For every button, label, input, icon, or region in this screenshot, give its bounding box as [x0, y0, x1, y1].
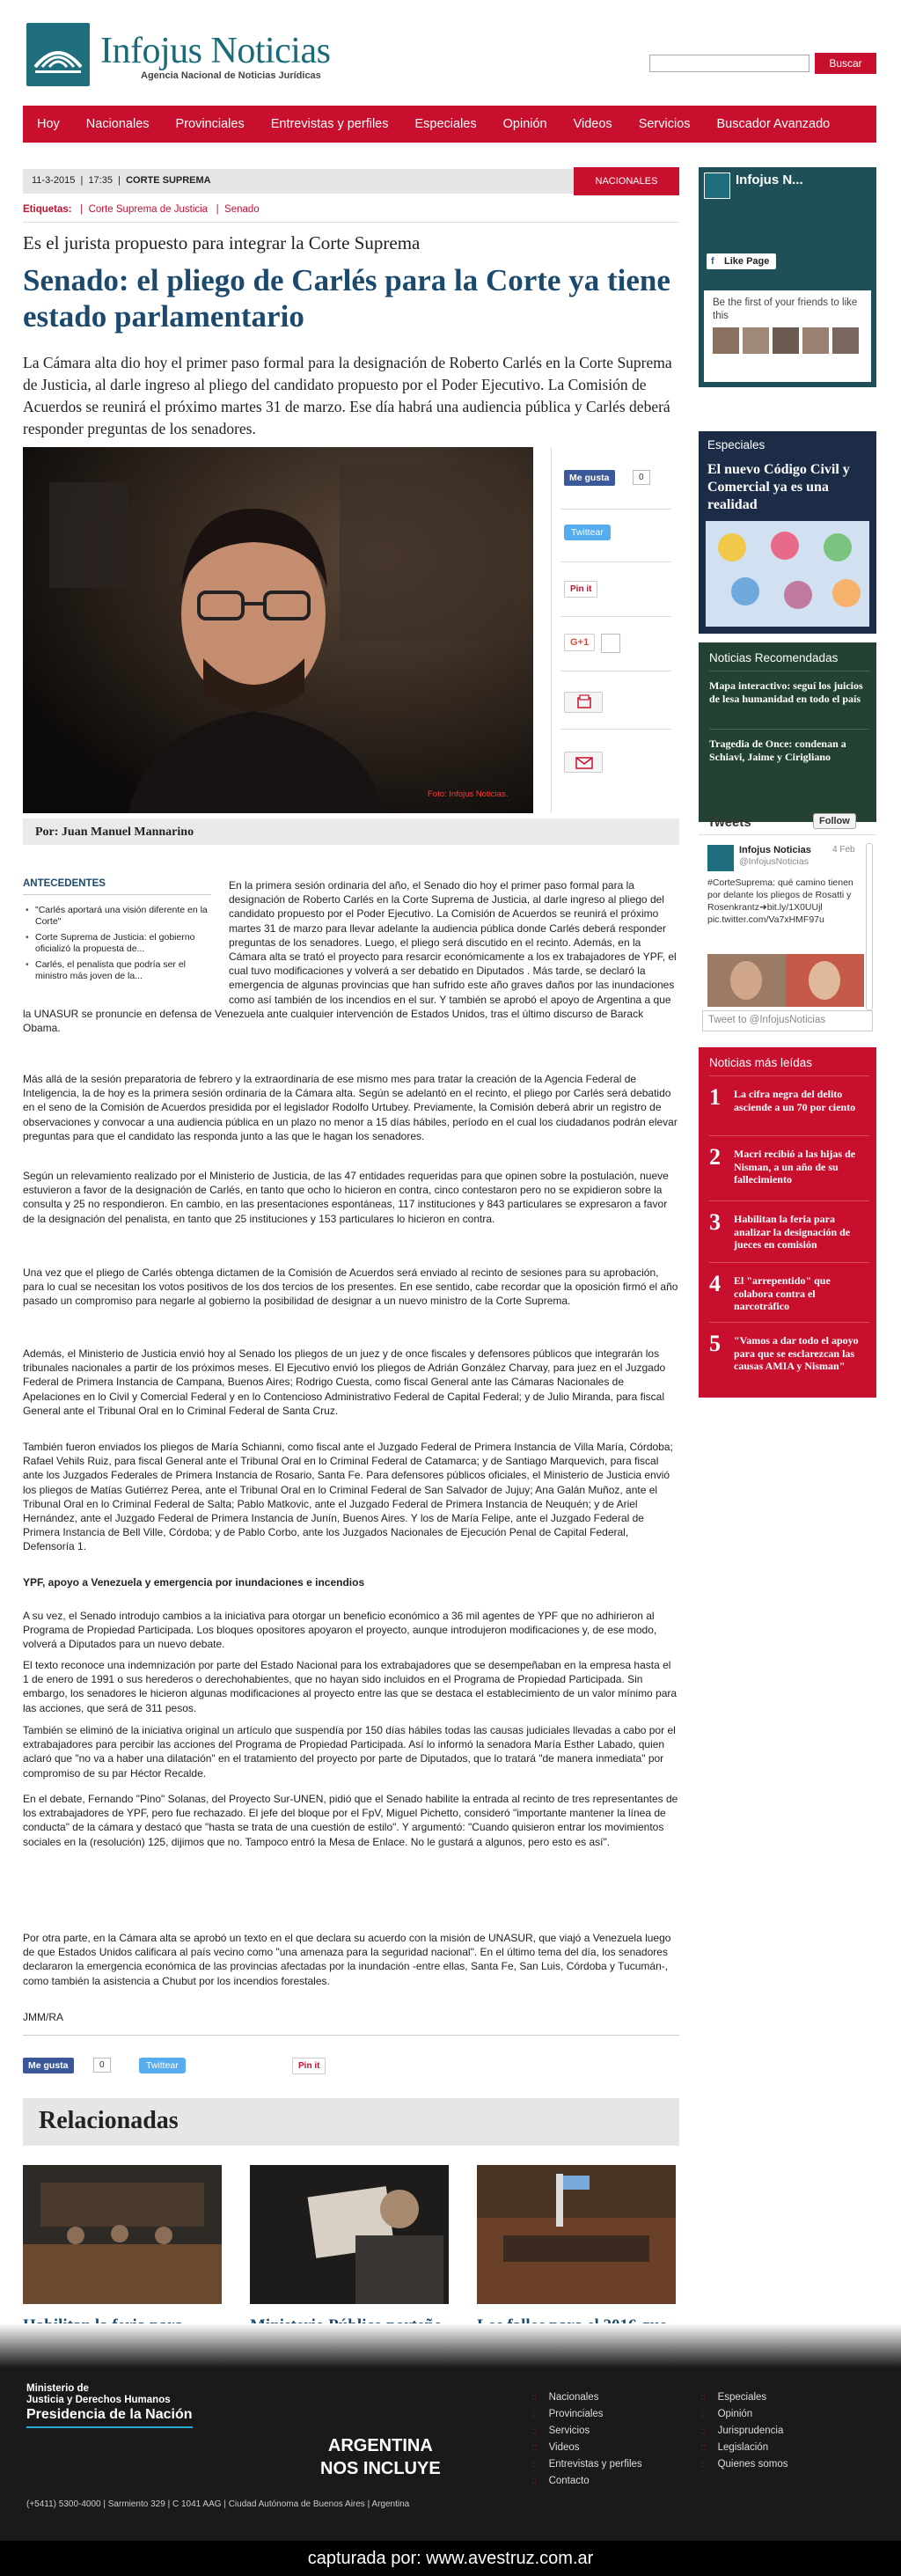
nav-item-nacionales[interactable]: Nacionales [85, 117, 150, 131]
ministry-line: Ministerio de [26, 2383, 89, 2394]
footer-link[interactable]: :: Quienes somos [700, 2459, 787, 2470]
tag-link[interactable]: Senado [224, 204, 260, 215]
tags-label: Etiquetas: [23, 204, 72, 215]
photo-credit: Foto: Infojus Noticias. [428, 789, 509, 799]
section-tab[interactable]: NACIONALES [574, 167, 679, 195]
divider [709, 729, 869, 730]
recommended-item[interactable]: Tragedia de Once: condenan a Schiavi, Jaime y Cirigliano [709, 738, 846, 763]
main-nav [23, 106, 876, 143]
divider [23, 222, 679, 223]
facebook-faces [713, 327, 859, 354]
divider [709, 1322, 869, 1323]
footer-address: (+5411) 5300-4000 | Sarmiento 329 | C 1041 AAG | Ciudad Autónoma de Buenos Aires | Argentina [26, 2499, 410, 2509]
recommended-widget [699, 642, 876, 822]
article-paragraph: Según un relevamiento realizado por el Ministerio de Justicia, de las 47 entidades requeridas para que opinen sobre la postulación, nueve estuvieron a favor de la designación de Carlés, en tanto que ocho lo hicieron en contra, cinco contestaron pero no se expidieron sobre la consulta y 25 no respondieron. En cambio, en las presentaciones espontáneas, 117 instituciones y 843 particulares se expresaron a favor de la designación del penalista, en tanto que 25 instituciones y 153 particulares lo hicieron en contra. [23, 1170, 669, 1225]
tag-link[interactable]: Corte Suprema de Justicia [88, 204, 209, 215]
antecedente-link[interactable]: • Corte Suprema de Justicia: el gobierno oficializó la propuesta de... [23, 932, 211, 955]
article-paragraph: Por otra parte, en la Cámara alta se aprobó un texto en el que declara su acuerdo con la misión de UNASUR, que viajó a Venezuela luego de que Estados Unidos calificara al país vecino como "una amenaza para la seguridad nacional". En el último tema del día, los senadores declararon la emergencia económica de las provincias afectadas por la inundación -entre ellas, Santa Fe, San Luis, Córdoba y Tucumán-, como también la asistencia a Chubut por los incendios forestales. [23, 1932, 671, 1987]
rank-number: 3 [709, 1209, 721, 1235]
divider [709, 1075, 869, 1076]
divider [709, 1135, 869, 1136]
footer-link[interactable]: :: Contacto [531, 2476, 590, 2486]
divider [699, 834, 876, 835]
like-page-label: Like Page [724, 256, 770, 267]
most-read-item[interactable]: La cifra negra del delito asciende a un 70 por ciento [734, 1088, 856, 1113]
article-headline: Senado: el pliego de Carlés para la Corte ya tiene estado parlamentario [23, 263, 670, 334]
article-paragraph: También fueron enviados los pliegos de María Schianni, como fiscal ante el Juzgado Federal de Primera Instancia de Villa María, Córdoba; Rafael Vehils Ruiz, para fiscal General ante el Tribunal Oral en lo Criminal Federal de Catamarca; y de Santiago Marquevich, para fiscal ante los Juzgados Federales de Primera Instancia de Rosario, Santa Fe. Para defensores públicos oficiales, el Ministerio de Justicia envió los pliegos de Matías Gutiérrez Perea, ante el Tribunal Oral en lo Criminal Federal de San Salvador de Jujuy; Ana Galán Muñoz, ante el Tribunal Oral en lo Criminal Federal de Salta; Pablo Matkovic, ante el Juzgado Federal de Primera Instancia de Neuquén; y de Ariel Hernández, ante el Juzgado Federal de Primera Instancia de Junín, Buenos Aires. Y los de María Felipe, ante el Juzgado Federal de Primera Instancia de Bell Ville, Córdoba; y de Pablo Corbo, ante los Juzgados Nacionales de Ejecución Penal de Capital Federal, Defensoría 1. [23, 1441, 673, 1553]
nav-item-videos[interactable]: Videos [573, 117, 612, 131]
divider [709, 1200, 869, 1201]
ministry-line: Justicia y Derechos Humanos [26, 2395, 171, 2405]
divider [560, 509, 671, 510]
footer-link[interactable]: :: Videos [531, 2442, 580, 2453]
divider [23, 2035, 679, 2036]
facebook-page-title[interactable]: Infojus N... [736, 172, 803, 187]
tweets-scrollbar[interactable] [866, 843, 873, 1010]
article-date: 11-3-2015 [32, 175, 76, 186]
antecedente-link[interactable]: • Carlés, el penalista que podría ser el ministro más joven de la... [23, 959, 211, 982]
article-lead: La Cámara alta dio hoy el primer paso formal para la designación de Roberto Carlés en la Corte Suprema de Justicia, al darle ingreso al pliego del candidato propuesto por el Poder Ejecutivo. La Comisión de Acuerdos se reunirá el próximo martes 31 de marzo. Ese día habrá una audiencia pública y Carlés deberá responder preguntas de los senadores. [23, 354, 672, 437]
related-title: Relacionadas [39, 2107, 179, 2134]
tweet-date[interactable]: 4 Feb [832, 845, 855, 855]
most-read-item[interactable]: "Vamos a dar todo el apoyo para que se esclarezcan las causas AMIA y Nisman" [734, 1334, 859, 1372]
article-paragraph: Además, el Ministerio de Justicia envió hoy al Senado los pliegos de un juez y de once fiscales y defensores públicos que integrarán los tribunales nacionales a partir de los próximos meses. El Ejecutivo envió los pliegos de Adrián González Charvay, para juez en el Juzgado Federal de Primera Instancia de Campana, Buenos Aires; Rodrigo Cuesta, como fiscal General ante las Cámaras Nacionales de Apelaciones en lo Civil y Comercial Federal y en lo Contencioso Administrativo Federal de Capital Federal; y de Julio Miranda, para fiscal General ante el Tribunal Oral en lo Criminal Federal de Santa Cruz. [23, 1347, 666, 1417]
google-plus-count [601, 634, 620, 653]
tags-row: Etiquetas: | Corte Suprema de Justicia | Senado [23, 204, 260, 215]
avatar [713, 327, 739, 354]
slogan-line: NOS INCLUYE [320, 2459, 441, 2478]
article-paragraph: Más allá de la sesión preparatoria de febrero y la extraordinaria de ese mismo mes para tratar la creación de la Agencia Federal de Inteligencia, la de hoy es la primera sesión ordinaria de la Cámara alta. Según se adelantó en el recinto, el pliego por Carlés será debatido en el seno de la Comisión de Acuerdos presidida por el legislador Rodolfo Urtubey. Previamente, la Comisión deberá abrir un registro de observaciones y convocar a una audiencia pública en un plazo no menor a 15 días hábiles, período en el cual los ciudadanos podrán elevar preguntas para que el candidato las responda junto a las que le hagan los senadores. [23, 1073, 678, 1142]
facebook-page-avatar [704, 172, 730, 199]
tweet-author-name[interactable]: Infojus Noticias [739, 845, 811, 855]
article-meta: 11-3-2015 | 17:35 | CORTE SUPREMA [32, 175, 211, 186]
tweets-title: Tweets [707, 815, 751, 830]
footer-link[interactable]: :: Nacionales [531, 2392, 598, 2403]
footer-link[interactable]: :: Provinciales [531, 2409, 604, 2419]
nav-item-provinciales[interactable]: Provinciales [175, 117, 245, 131]
nav-item-especiales[interactable]: Especiales [414, 117, 477, 131]
article-paragraph [23, 878, 679, 1035]
article-author: Por: Juan Manuel Mannarino [35, 826, 194, 839]
site-logo[interactable] [26, 23, 90, 86]
most-read-title: Noticias más leídas [709, 1056, 813, 1069]
facebook-like-button[interactable]: Me gusta [23, 2058, 74, 2073]
antecedentes-title: ANTECEDENTES [23, 878, 106, 889]
divider [560, 561, 671, 562]
twitter-follow-button[interactable]: Follow [813, 813, 856, 829]
share-column [551, 447, 679, 813]
twitter-button[interactable]: Twittear [564, 525, 611, 540]
logo-icon [26, 23, 90, 86]
avatar[interactable] [707, 845, 734, 871]
footer-link[interactable]: :: Entrevistas y perfiles [531, 2459, 642, 2470]
rank-number: 5 [709, 1331, 721, 1356]
especiales-title: Especiales [707, 438, 765, 451]
footer-link[interactable]: :: Servicios [531, 2426, 590, 2436]
google-plus-button[interactable]: G+1 [564, 634, 595, 651]
avatar [743, 327, 769, 354]
facebook-like-page-button[interactable] [707, 253, 776, 269]
nav-item-opinion[interactable]: Opinión [502, 117, 547, 131]
avatar [773, 327, 799, 354]
divider [709, 671, 869, 672]
twitter-button[interactable]: Twittear [139, 2058, 186, 2073]
footer-fade [0, 2323, 901, 2367]
site-subtitle: Agencia Nacional de Noticias Jurídicas [141, 70, 321, 81]
argentina-slogan [320, 2434, 441, 2480]
print-icon [565, 693, 604, 714]
most-read-item[interactable]: Macri recibió a las hijas de Nisman, a un año de su fallecimiento [734, 1148, 856, 1185]
especiales-image[interactable] [706, 521, 869, 627]
recommended-item[interactable]: Mapa interactivo: seguí los juicios de lesa humanidad en todo el país [709, 679, 863, 705]
search-input[interactable] [649, 55, 809, 72]
article-time: 17:35 [88, 175, 113, 186]
tweet-author-handle[interactable]: @InfojusNoticias [739, 856, 809, 867]
tweet-text: #CorteSuprema: qué camino tienen por delante los pliegos de Rosatti y Rosenkrantz➜bit.ly/1X0UUjl pic.twitter.com/Va7xHMF97u [707, 877, 853, 925]
tweet-to-input[interactable]: Tweet to @InfojusNoticias [702, 1010, 873, 1031]
article-category: CORTE SUPREMA [126, 175, 211, 186]
footer-link[interactable]: :: Jurisprudencia [700, 2426, 783, 2436]
facebook-count: 0 [633, 470, 650, 485]
article-paragraph: Una vez que el pliego de Carlés obtenga dictamen de la Comisión de Acuerdos será enviado al recinto de sesiones para su aprobación, para lo cual se necesitan los votos positivos de los dos tercios de los presentes. En ese sentido, cabe recordar que la oposición firmó el año pasado un compromiso para negarle al gobierno la posibilidad de designar a un nuevo ministro de la Corte Suprema. [23, 1266, 678, 1308]
facebook-first-text: Be the first of your friends to like this [713, 297, 858, 321]
divider [560, 616, 671, 617]
article-signature: JMM/RA [23, 2011, 63, 2023]
float-spacer [23, 878, 229, 993]
related-image[interactable] [250, 2165, 449, 2304]
most-read-item[interactable]: El "arrepentido" que colabora contra el narcotráfico [734, 1274, 831, 1312]
ministry-name[interactable] [26, 2383, 171, 2406]
article-paragraph: A su vez, el Senado introdujo cambios a la iniciativa para otorgar un beneficio económico a 36 mil agentes de YPF que no adhirieron al Programa de Propiedad Participada. Los bloques opositores apoyaron el proyecto, aunque introdujeron modificaciones y, de ese modo, volverá a Diputados para un nuevo debate. [23, 1610, 657, 1651]
tweet-image[interactable] [707, 954, 864, 1007]
article-kicker: Es el jurista propuesto para integrar la Corte Suprema [23, 232, 421, 253]
avatar [832, 327, 859, 354]
rank-number: 4 [709, 1271, 721, 1296]
footer-link[interactable]: :: Especiales [700, 2392, 766, 2403]
rank-number: 2 [709, 1144, 721, 1170]
article-paragraph: El texto reconoce una indemnización por parte del Estado Nacional para los extrabajadores que se desempeñaban en la empresa hasta el 1 de enero de 1991 o sus herederos o derechohabientes, que no hayan sido incluidos en el Programa de Propiedad Participada. Sin embargo, los senadores le hicieron algunas modificaciones al proyecto entre las que se destaca el establecimiento de un valor mínimo para las acciones, que será de 311 pesos. [23, 1659, 678, 1714]
footer-link[interactable]: :: Opinión [700, 2409, 752, 2419]
capture-watermark: capturada por: www.avestruz.com.ar [0, 2541, 901, 2576]
antecedente-link[interactable]: • "Carlés aportará una visión diferente en la Corte" [23, 905, 211, 928]
print-button[interactable] [564, 692, 603, 713]
email-button[interactable] [564, 752, 603, 773]
nav-item-entrevistas[interactable]: Entrevistas y perfiles [270, 117, 389, 131]
article-subhead: YPF, apoyo a Venezuela y emergencia por inundaciones e incendios [23, 1576, 365, 1589]
rank-number: 1 [709, 1084, 721, 1110]
divider [560, 729, 671, 730]
pinterest-button[interactable]: Pin it [564, 581, 597, 598]
nav-item-hoy[interactable]: Hoy [37, 117, 60, 131]
facebook-like-button[interactable]: Me gusta [564, 470, 615, 486]
search-button[interactable]: Buscar [815, 53, 876, 74]
most-read-item[interactable]: Habilitan la feria para analizar la designación de jueces en comisión [734, 1213, 851, 1251]
envelope-icon [565, 752, 604, 774]
footer-link[interactable]: :: Legislación [700, 2442, 768, 2453]
related-image[interactable] [23, 2165, 222, 2304]
presidency-logo[interactable]: Presidencia de la Nación [26, 2407, 193, 2428]
nav-item-buscador[interactable]: Buscador Avanzado [716, 117, 831, 131]
article-paragraph: En el debate, Fernando "Pino" Solanas, del Proyecto Sur-UNEN, pidió que el Senado habilite la entrada al recinto de tres representantes de los extrabajadores de YPF, pero fue rechazado. El jefe del bloque por el FpV, Miguel Pichetto, consideró "importante mantener la línea de conducta" de la cámara y destacó que "hasta se trata de una cuestión de estilo". Y argumentó: "Cuando quisieron entrar los movimientos sociales en la (resolución) 125, dijimos que no. Tampoco entró la Mesa de Enlace. No le gustará a algunos, pero esto es así". [23, 1793, 678, 1848]
related-image[interactable] [477, 2165, 676, 2304]
avatar [802, 327, 829, 354]
divider [560, 671, 671, 672]
paragraph-text: En la primera sesión ordinaria del año, el Senado dio hoy el primer paso formal para la designación de Roberto Carlés en la Corte Suprema de Justicia, al darle ingreso al pliego del candidato propuesto por el Poder Ejecutivo. La Comisión de Acuerdos se reunirá el próximo martes 31 de marzo para llevar adelante la audiencia pública donde Carlés deberá responder preguntas de los senadores. Luego, el pliego será discutido en el recinto. Además, en la Cámara alta se trató el proyecto para resarcir económicamente a los ex trabajadores de YPF, el cual tuvo modificaciones y volverá a ser debatido en Diputados . Más tarde, se declaró la emergencia de algunas provincias que han sufrido este año graves daños por las inundaciones como así también de los incendios en el sur. Y también se aprobó el apoyo de Argentina a que la UNASUR se pronuncie en defensa de Venezuela ante cualquier intervención de Estados Unidos, tras el último discurso de Barack Obama. [23, 879, 677, 1035]
nav-item-servicios[interactable]: Servicios [638, 117, 691, 131]
facebook-icon: f [711, 256, 714, 267]
divider [709, 1262, 869, 1263]
facebook-count: 0 [93, 2058, 111, 2073]
pinterest-button[interactable]: Pin it [292, 2058, 326, 2074]
slogan-line: ARGENTINA [327, 2436, 433, 2455]
article-photo [23, 447, 533, 813]
especiales-headline[interactable]: El nuevo Código Civil y Comercial ya es una realidad [707, 462, 850, 512]
site-title[interactable]: Infojus Noticias [100, 31, 331, 71]
recommended-title: Noticias Recomendadas [709, 651, 839, 664]
article-paragraph: También se eliminó de la iniciativa original un artículo que suspendía por 150 días hábiles todas las causas judiciales llevadas a cabo por el extrabajadores para percibir las acciones del Programa de Propiedad Participada. Así lo informó la senadora María Esther Labado, quien aclaró que "no va a haber una dilatación" en el tratamiento del proyecto por parte de Diputados, que lo tratará "de manera inmediata" por compromiso de su par Héctor Recalde. [23, 1724, 676, 1780]
